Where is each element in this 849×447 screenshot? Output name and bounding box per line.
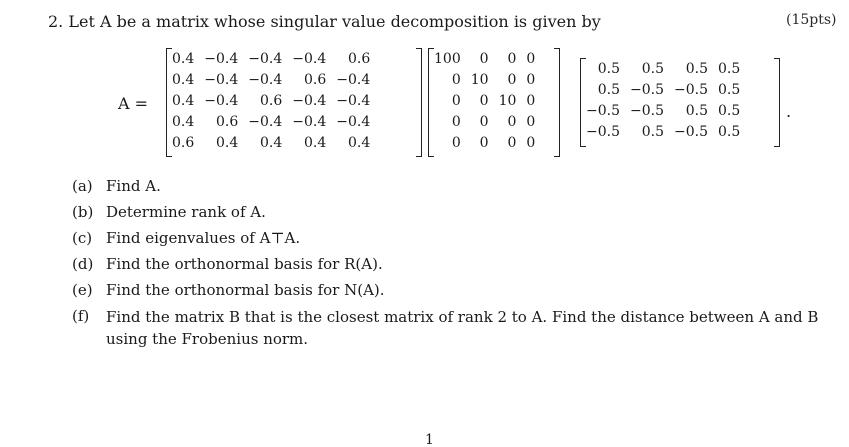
matrix-entry: 0.5	[718, 81, 741, 98]
matrix-entry: 0	[451, 113, 461, 130]
matrix-u	[166, 48, 422, 156]
matrix-entry: −0.4	[204, 50, 239, 67]
equation-lhs: A =	[118, 94, 149, 113]
matrix-entry: 0	[479, 113, 489, 130]
matrix-entry: 0.4	[304, 134, 327, 151]
matrix-entry: 0.4	[172, 113, 195, 130]
bracket-cap	[428, 48, 434, 49]
part-text: Find the orthonormal basis for R(A).	[106, 255, 383, 273]
matrix-entry: 0.4	[172, 50, 195, 67]
matrix-entry: −0.5	[586, 123, 620, 140]
matrix-entry: −0.4	[336, 71, 371, 88]
points-label: (15pts)	[786, 12, 837, 28]
matrix-entry: −0.4	[292, 92, 327, 109]
matrix-entry: −0.5	[630, 81, 664, 98]
matrix-row	[167, 69, 375, 90]
matrix-entry: 0	[526, 113, 536, 130]
matrix-entry: 0.5	[718, 60, 741, 77]
matrix-entry: −0.4	[336, 92, 371, 109]
bracket-cap	[428, 156, 434, 157]
matrix-entry: −0.4	[204, 92, 239, 109]
part-text: Determine rank of A.	[106, 203, 266, 221]
matrix-sigma	[428, 48, 560, 156]
part-label: (f)	[72, 307, 90, 325]
matrix-entry: 0.5	[597, 81, 620, 98]
bracket-cap	[774, 58, 780, 59]
svd-equation	[110, 48, 800, 160]
matrix-entry: 0.5	[641, 60, 664, 77]
part-label: (d)	[72, 255, 94, 273]
part-label: (c)	[72, 229, 93, 247]
matrix-entry: 0.6	[348, 50, 371, 67]
matrix-row	[581, 100, 745, 121]
bracket-cap	[554, 48, 560, 49]
part-label: (e)	[72, 281, 93, 299]
matrix-entry: 0.4	[172, 92, 195, 109]
part-label: (b)	[72, 203, 94, 221]
bracket-cap	[416, 156, 422, 157]
matrix-row	[429, 90, 540, 111]
page-number: 1	[425, 432, 434, 447]
matrix-entry: 0.6	[304, 71, 327, 88]
matrix-entry: 100	[434, 50, 461, 67]
matrix-u-table	[167, 48, 375, 153]
matrix-entry: 0.6	[260, 92, 283, 109]
matrix-entry: 0	[451, 71, 461, 88]
matrix-entry: 0.6	[216, 113, 239, 130]
matrix-entry: −0.5	[674, 123, 708, 140]
matrix-row	[167, 111, 375, 132]
matrix-entry: 0	[451, 134, 461, 151]
matrix-row	[429, 132, 540, 153]
matrix-entry: −0.5	[586, 102, 620, 119]
part-text: Find eigenvalues of A⊤A.	[106, 229, 301, 247]
matrix-row	[429, 69, 540, 90]
matrix-entry: 0.4	[260, 134, 283, 151]
matrix-entry: 0.5	[685, 102, 708, 119]
matrix-entry: −0.4	[336, 113, 371, 130]
matrix-row	[167, 90, 375, 111]
equation-period: .	[786, 102, 792, 121]
part-text: Find the orthonormal basis for N(A).	[106, 281, 385, 299]
matrix-entry: 0	[507, 113, 517, 130]
matrix-entry: 0.6	[172, 134, 195, 151]
matrix-entry: 0	[526, 134, 536, 151]
matrix-entry: 0	[526, 50, 536, 67]
matrix-row	[581, 79, 745, 100]
matrix-entry: −0.5	[674, 81, 708, 98]
part-text: Find the matrix B that is the closest matrix of rank 2 to A. Find the distance between A and B using the Frobenius norm.	[106, 308, 819, 348]
matrix-row	[429, 48, 540, 69]
matrix-entry: 0	[526, 92, 536, 109]
matrix-entry: 0	[479, 92, 489, 109]
matrix-entry: 0.5	[718, 123, 741, 140]
highlighter-mark-tail	[798, 36, 846, 71]
matrix-v-transpose	[580, 58, 780, 146]
matrix-entry: −0.4	[248, 71, 283, 88]
bracket-cap	[580, 146, 586, 147]
matrix-row	[167, 48, 375, 69]
bracket-cap	[774, 146, 780, 147]
matrix-sigma-table	[429, 48, 540, 153]
part-text: Find A.	[106, 177, 161, 195]
matrix-entry: 0	[526, 71, 536, 88]
matrix-entry: 0.4	[216, 134, 239, 151]
bracket-cap	[166, 48, 172, 49]
matrix-entry: −0.4	[248, 50, 283, 67]
matrix-row	[167, 132, 375, 153]
matrix-row	[581, 58, 745, 79]
matrix-v-table	[581, 58, 745, 142]
matrix-entry: 0.5	[597, 60, 620, 77]
matrix-entry: 0	[507, 50, 517, 67]
matrix-entry: 0	[507, 71, 517, 88]
matrix-entry: 0.5	[685, 60, 708, 77]
matrix-entry: 10	[498, 92, 517, 109]
matrix-entry: 0	[451, 92, 461, 109]
matrix-entry: 0	[507, 134, 517, 151]
matrix-entry: −0.5	[630, 102, 664, 119]
matrix-entry: 10	[470, 71, 489, 88]
matrix-entry: −0.4	[292, 113, 327, 130]
bracket-cap	[416, 48, 422, 49]
matrix-entry: 0.5	[718, 102, 741, 119]
bracket-cap	[580, 58, 586, 59]
matrix-entry: −0.4	[292, 50, 327, 67]
part-label: (a)	[72, 177, 93, 195]
matrix-entry: 0	[479, 50, 489, 67]
problem-statement: 2. Let A be a matrix whose singular value decomposition is given by	[48, 12, 601, 31]
matrix-entry: −0.4	[248, 113, 283, 130]
matrix-entry: 0	[479, 134, 489, 151]
matrix-entry: 0.4	[348, 134, 371, 151]
matrix-entry: 0.5	[641, 123, 664, 140]
matrix-row	[429, 111, 540, 132]
matrix-entry: 0.4	[172, 71, 195, 88]
bracket-cap	[166, 156, 172, 157]
matrix-entry: −0.4	[204, 71, 239, 88]
bracket-cap	[554, 156, 560, 157]
matrix-row	[581, 121, 745, 142]
